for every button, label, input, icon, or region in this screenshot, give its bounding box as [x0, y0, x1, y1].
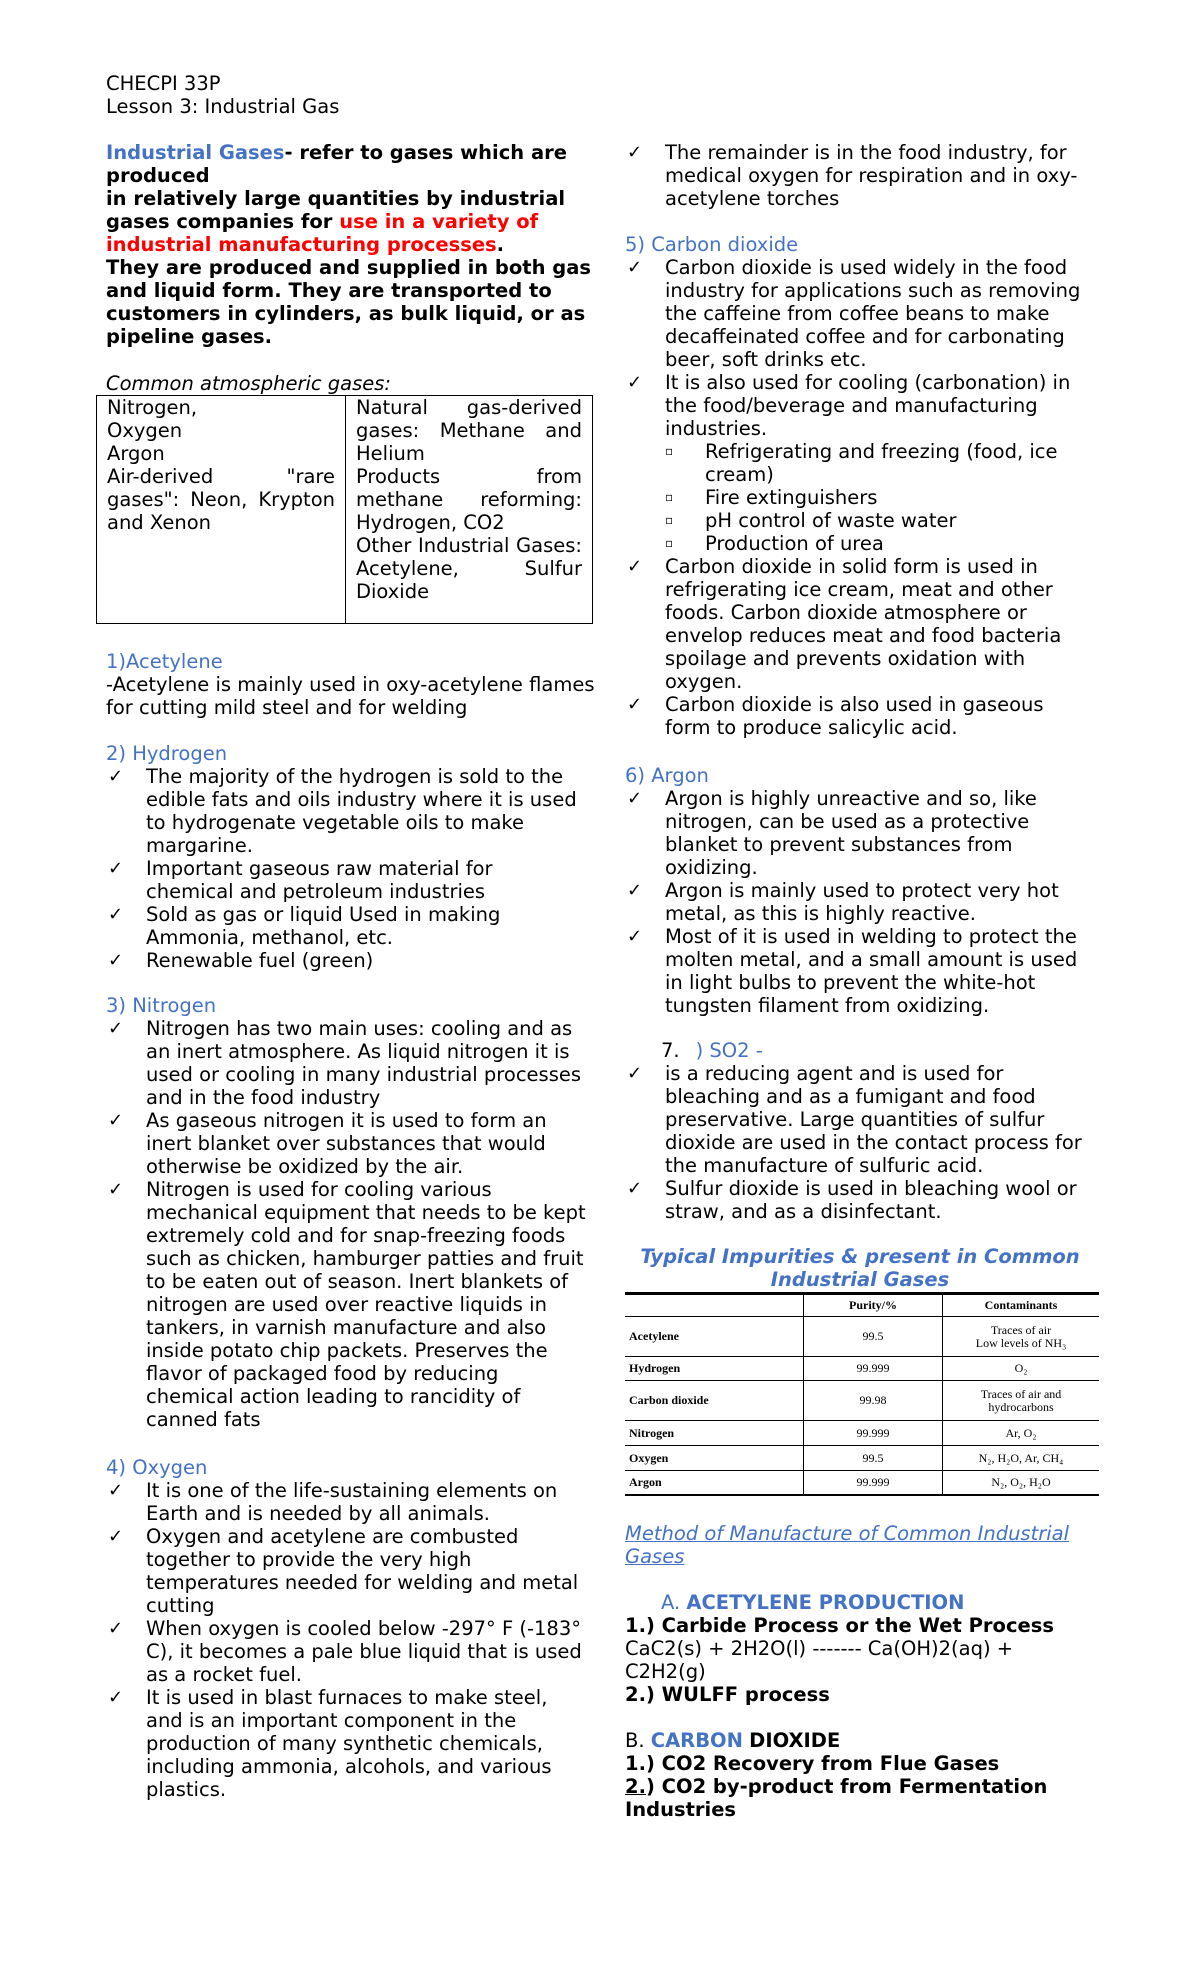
- intro-def4: They are produced and supplied in both gas and liquid form. They are transported to customers in cylinders, as bulk liquid, or as pipeline gases.: [106, 256, 592, 348]
- argon-section: [625, 764, 1095, 1017]
- section-title: 1)Acetylene: [106, 650, 223, 673]
- section-title: 3) Nitrogen: [106, 994, 217, 1017]
- intro-def3: .: [496, 233, 505, 256]
- impurities-table: [625, 1292, 1099, 1496]
- co2-fermentation: 2.) CO2 by-product from Fermentation Industries: [625, 1775, 1048, 1821]
- oxygen-section: [106, 1456, 586, 1801]
- list-item: ✓ It is also used for cooling (carbonation) in the food/beverage and manufacturing industries.: [627, 371, 1071, 440]
- contaminants-header: Contaminants: [943, 1294, 1100, 1317]
- section-title: 2) Hydrogen: [106, 742, 228, 765]
- checkmark-icon: ✓: [627, 257, 643, 278]
- list-item: ✓ The remainder is in the food industry, for medical oxygen for respiration and in oxy-acetylene torches: [627, 141, 1078, 210]
- manufacture-section: [625, 1591, 1095, 1821]
- list-item: ✓ Carbon dioxide is also used in gaseous form to produce salicylic acid.: [627, 693, 1044, 739]
- list-item: ✓ Renewable fuel (green): [108, 949, 374, 972]
- square-bullet-icon: ▫: [665, 490, 674, 504]
- checkmark-icon: ✓: [108, 1526, 124, 1547]
- acetylene-text: -Acetylene is mainly used in oxy-acetylene flames for cutting mild steel and for welding: [106, 673, 595, 719]
- atmospheric-table: [96, 395, 593, 624]
- table-row: Oxygen 99.5 N₂, H₂O, Ar, CH₄: [625, 1446, 1099, 1471]
- list-item: ✓ is a reducing agent and is used for bleaching and as a fumigant and food preservative. Large quantities of sulfur dioxide are used in the contact process for the manufacture of sulfuric acid.: [627, 1062, 1082, 1177]
- lesson-title: Lesson 3: Industrial Gas: [106, 95, 340, 118]
- so2-section: [625, 1039, 1095, 1223]
- checkmark-icon: ✓: [108, 1687, 124, 1708]
- carbide-equation: CaC2(s) + 2H2O(l) ------- Ca(OH)2(aq) + C2H2(g): [625, 1637, 1014, 1683]
- acetylene-production-heading: A. ACETYLENE PRODUCTION: [661, 1591, 965, 1614]
- sub-list-item: ▫ Refrigerating and freezing (food, ice cream): [665, 440, 1058, 486]
- sub-list-item: ▫ Production of urea: [665, 532, 884, 555]
- checkmark-icon: ✓: [108, 858, 124, 879]
- list-item: ✓ The majority of the hydrogen is sold to the edible fats and oils industry where it is used to hydrogenate vegetable oils to make margarine.: [108, 765, 577, 857]
- table-row: Nitrogen 99.999 Ar, O₂: [625, 1421, 1099, 1446]
- section-title: 7. ) SO2 -: [661, 1039, 763, 1062]
- section-title: 5) Carbon dioxide: [625, 233, 799, 256]
- square-bullet-icon: ▫: [665, 513, 674, 527]
- table-row: Acetylene 99.5 Traces of air Low levels of NH₃: [625, 1317, 1099, 1357]
- list-item: ✓ Argon is highly unreactive and so, like nitrogen, can be used as a protective blanket to prevent substances from oxidizing.: [627, 787, 1037, 879]
- wulff-process: 2.) WULFF process: [625, 1683, 830, 1706]
- checkmark-icon: ✓: [108, 1018, 124, 1039]
- carbon-dioxide-section: [625, 233, 1095, 739]
- list-item: ✓ It is one of the life-sustaining elements on Earth and is needed by all animals.: [108, 1479, 558, 1525]
- checkmark-icon: ✓: [627, 556, 643, 577]
- atm-left-line: Air-derived "rare gases": Neon, Krypton and Xenon: [107, 465, 335, 534]
- checkmark-icon: ✓: [627, 788, 643, 809]
- checkmark-icon: ✓: [108, 904, 124, 925]
- co2-recovery: 1.) CO2 Recovery from Flue Gases: [625, 1752, 1000, 1775]
- intro-def2: in relatively large quantities by industrial gases companies for: [106, 187, 566, 233]
- list-item: ✓ Sulfur dioxide is used in bleaching wool or straw, and as a disinfectant.: [627, 1177, 1077, 1223]
- list-item: ✓ Nitrogen has two main uses: cooling and as an inert atmosphere. As liquid nitrogen it is used or cooling in many industrial processes and in the food industry: [108, 1017, 582, 1109]
- checkmark-icon: ✓: [108, 1179, 124, 1200]
- oxygen-continued: [625, 141, 1095, 210]
- atmospheric-heading: Common atmospheric gases:: [106, 372, 392, 395]
- section-title: 4) Oxygen: [106, 1456, 208, 1479]
- impurities-title: Typical Impurities & present in Common Industrial Gases: [640, 1245, 1080, 1291]
- atm-right-line: Other Industrial Gases: Acetylene, Sulfur Dioxide: [356, 534, 582, 603]
- list-item: ✓ Important gaseous raw material for chemical and petroleum industries: [108, 857, 493, 903]
- checkmark-icon: ✓: [108, 1618, 124, 1639]
- table-row: Carbon dioxide 99.98 Traces of air and hydrocarbons: [625, 1381, 1099, 1421]
- checkmark-icon: ✓: [108, 1110, 124, 1131]
- intro-def1: - refer to gases which are produced: [106, 141, 567, 187]
- intro-paragraph: [106, 141, 596, 348]
- list-item: ✓ Argon is mainly used to protect very hot metal, as this is highly reactive.: [627, 879, 1059, 925]
- hydrogen-section: [106, 742, 586, 972]
- square-bullet-icon: ▫: [665, 536, 674, 550]
- checkmark-icon: ✓: [627, 926, 643, 947]
- list-item: ✓ It is used in blast furnaces to make steel, and is an important component in the production of many synthetic chemicals, including ammonia, alcohols, and various plastics.: [108, 1686, 552, 1801]
- list-item: ✓ Oxygen and acetylene are combusted together to provide the very high temperatures needed for welding and metal cutting: [108, 1525, 579, 1617]
- acetylene-section: [106, 650, 596, 719]
- sub-list-item: ▫ Fire extinguishers: [665, 486, 878, 509]
- list-item: ✓ Most of it is used in welding to protect the molten metal, and a small amount is used in light bulbs to prevent the white-hot tungsten filament from oxidizing.: [627, 925, 1078, 1017]
- list-item: ✓ When oxygen is cooled below -297° F (-183° C), it becomes a pale blue liquid that is used as a rocket fuel.: [108, 1617, 582, 1686]
- manufacture-link[interactable]: Method of Manufacture of Common Industrial Gases: [625, 1522, 1070, 1568]
- atmospheric-right-cell: [346, 396, 593, 624]
- atm-right-line: Products from methane reforming: Hydrogen, CO2: [356, 465, 582, 534]
- carbon-dioxide-heading: B. CARBON DIOXIDE: [625, 1729, 841, 1752]
- list-item: ✓ Nitrogen is used for cooling various mechanical equipment that needs to be kept extremely cold and for snap-freezing foods such as chicken, hamburger patties and fruit to be eaten out of season. Inert blankets of nitrogen are used over reactive liquids in tankers, in varnish manufacture and also inside potato chip packets. Preserves the flavor of packaged food by reducing chemical action leading to rancidity of canned fats: [108, 1178, 586, 1431]
- atmospheric-left-cell: [97, 396, 346, 624]
- checkmark-icon: ✓: [108, 950, 124, 971]
- atm-left-line: Argon: [107, 442, 165, 465]
- list-item: ✓ Sold as gas or liquid Used in making Ammonia, methanol, etc.: [108, 903, 501, 949]
- atm-right-line: Natural gas-derived gases: Methane and Helium: [356, 396, 582, 465]
- checkmark-icon: ✓: [627, 1063, 643, 1084]
- checkmark-icon: ✓: [627, 372, 643, 393]
- sub-list-item: ▫ pH control of waste water: [665, 509, 957, 532]
- checkmark-icon: ✓: [627, 142, 643, 163]
- intro-term: Industrial Gases: [106, 141, 285, 164]
- checkmark-icon: ✓: [627, 880, 643, 901]
- atm-left-line: Oxygen: [107, 419, 183, 442]
- list-item: ✓ As gaseous nitrogen it is used to form an inert blanket over substances that would otherwise be oxidized by the air.: [108, 1109, 547, 1178]
- intro-highlight: use in a variety of industrial manufacturing processes: [106, 210, 539, 256]
- square-bullet-icon: ▫: [665, 444, 674, 458]
- nitrogen-section: [106, 994, 586, 1431]
- checkmark-icon: ✓: [108, 1480, 124, 1501]
- list-item: ✓ Carbon dioxide in solid form is used in refrigerating ice cream, meat and other foods. Carbon dioxide atmosphere or envelop reduces meat and food bacteria spoilage and prevents oxidation with oxygen.: [627, 555, 1062, 693]
- purity-header: Purity/%: [804, 1294, 943, 1317]
- checkmark-icon: ✓: [627, 1178, 643, 1199]
- atm-left-line: Nitrogen,: [107, 396, 198, 419]
- carbide-process: 1.) Carbide Process or the Wet Process: [625, 1614, 1054, 1637]
- section-title: 6) Argon: [625, 764, 709, 787]
- table-row: Hydrogen 99.999 O₂: [625, 1357, 1099, 1381]
- course-code: CHECPI 33P: [106, 72, 221, 95]
- checkmark-icon: ✓: [108, 766, 124, 787]
- table-row: Argon 99.999 N₂, O₂, H₂O: [625, 1471, 1099, 1495]
- checkmark-icon: ✓: [627, 694, 643, 715]
- list-item: ✓ Carbon dioxide is used widely in the food industry for applications such as removing the caffeine from coffee beans to make decaffeinated coffee and for carbonating beer, soft drinks etc.: [627, 256, 1081, 371]
